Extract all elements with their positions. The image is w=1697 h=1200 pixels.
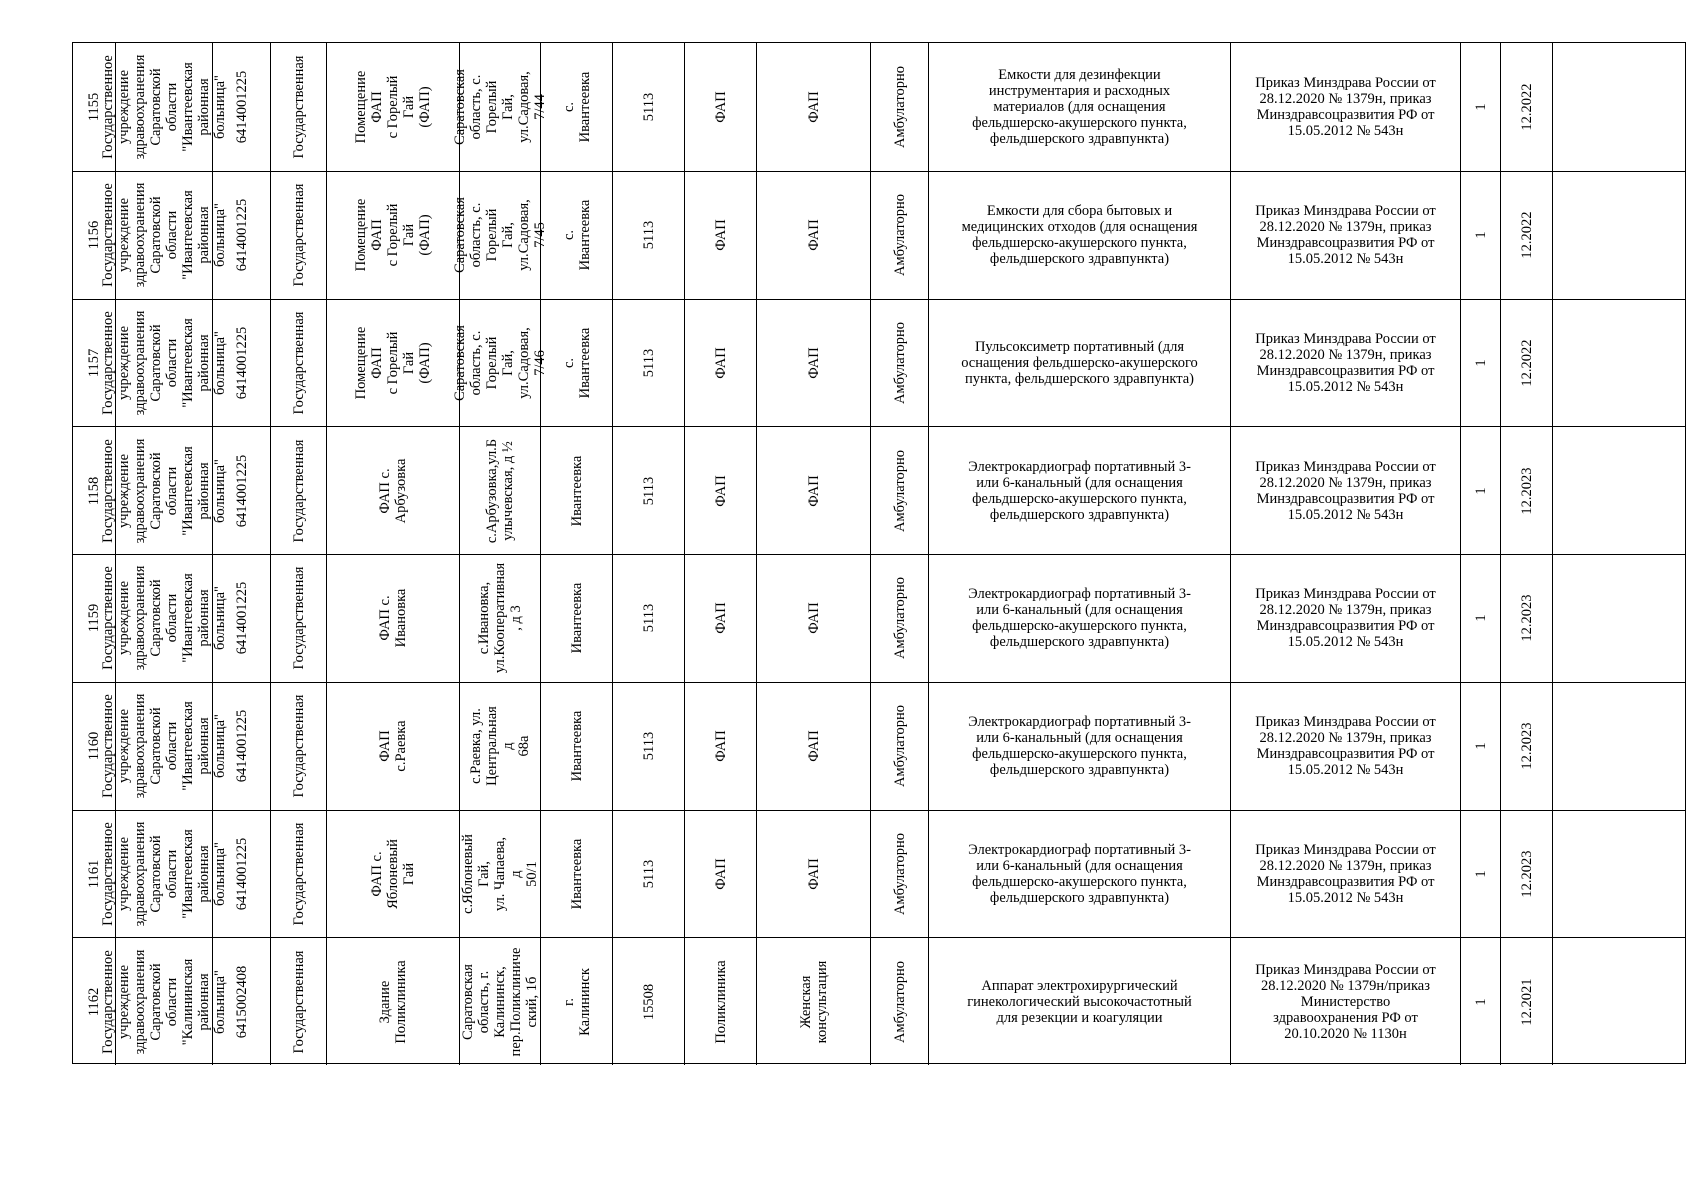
cell-text-building: Помещение ФАП с Горелый Гай (ФАП) xyxy=(353,326,433,400)
cell-text-order: Приказ Минздрава России от 28.12.2020 № 1379н, приказ Минздравсоцразвития РФ от 15.05.2012 № 543н xyxy=(1255,74,1436,139)
cell-text-code: 5113 xyxy=(640,476,657,505)
cell-text-form: Государственная xyxy=(290,311,307,415)
cell-text-equipment: Электрокардиограф портативный 3- или 6-канальный (для оснащения фельдшерско-акушерского пункта, фельдшерского здравпункта) xyxy=(968,458,1191,523)
cell-text-org: Государственное учреждение здравоохранения Саратовской области "Ивантеевская районная больница" xyxy=(100,438,228,543)
cell-code xyxy=(612,300,684,427)
cell-address xyxy=(459,555,540,682)
table-row xyxy=(73,810,1685,938)
cell-text-type: ФАП xyxy=(712,219,729,251)
cell-text-qty: 1 xyxy=(1472,487,1489,495)
cell-text-org: Государственное учреждение здравоохранения Саратовской области "Ивантеевская районная больница" xyxy=(100,566,228,671)
cell-text-num: 1159 xyxy=(86,604,102,633)
cell-address xyxy=(452,43,548,171)
cell-locality xyxy=(540,555,612,682)
cell-text-locality: Ивантеевка xyxy=(568,838,585,910)
cell-blank xyxy=(1552,172,1687,299)
cell-text-locality: Ивантеевка xyxy=(568,455,585,526)
cell-code xyxy=(612,683,684,810)
cell-text-type: Поликлиника xyxy=(712,959,729,1044)
cell-text-order: Приказ Минздрава России от 28.12.2020 № 1379н, приказ Минздравсоцразвития РФ от 15.05.2012 № 543н xyxy=(1255,714,1436,779)
cell-text-form: Государственная xyxy=(290,950,307,1054)
cell-code xyxy=(612,811,684,938)
cell-text-mode: Амбулаторно xyxy=(891,960,908,1043)
cell-inn xyxy=(212,938,270,1065)
cell-unit xyxy=(756,43,870,171)
cell-text-date: 12.2022 xyxy=(1518,211,1535,259)
cell-text-inn: 6414001225 xyxy=(233,326,250,400)
cell-text-unit: ФАП xyxy=(805,858,822,890)
cell-date xyxy=(1500,938,1552,1065)
cell-inn xyxy=(212,555,270,682)
cell-text-unit: Женская консультация xyxy=(797,960,830,1043)
cell-org xyxy=(100,555,228,682)
cell-qty xyxy=(1460,555,1500,682)
cell-text-order: Приказ Минздрава России от 28.12.2020 № 1379н/приказ Министерство здравоохранения РФ от 20.10.2020 № 1130н xyxy=(1255,961,1436,1042)
cell-blank xyxy=(1552,427,1687,554)
cell-text-building: ФАП с.Раевка xyxy=(377,720,409,772)
cell-text-num: 1158 xyxy=(86,476,102,505)
cell-text-org: Государственное учреждение здравоохранения Саратовской области "Калининская районная больница" xyxy=(100,949,228,1054)
cell-text-type: ФАП xyxy=(712,91,729,123)
cell-type xyxy=(684,938,756,1065)
cell-date xyxy=(1500,683,1552,810)
cell-code xyxy=(612,43,684,171)
table-row xyxy=(73,299,1685,427)
cell-building xyxy=(326,811,459,938)
cell-text-form: Государственная xyxy=(290,566,307,670)
cell-org xyxy=(100,43,228,171)
cell-locality xyxy=(540,300,612,427)
cell-date xyxy=(1500,811,1552,938)
cell-text-code: 5113 xyxy=(640,604,657,633)
cell-unit xyxy=(756,811,870,938)
cell-text-date: 12.2023 xyxy=(1518,594,1535,642)
cell-text-mode: Амбулаторно xyxy=(891,194,908,277)
table-row xyxy=(73,554,1685,682)
cell-text-code: 15508 xyxy=(640,983,657,1020)
cell-form xyxy=(270,683,326,810)
cell-text-unit: ФАП xyxy=(805,474,822,507)
cell-date xyxy=(1500,555,1552,682)
cell-text-unit: ФАП xyxy=(805,347,822,379)
cell-text-date: 12.2021 xyxy=(1518,978,1535,1026)
cell-text-mode: Амбулаторно xyxy=(891,577,908,660)
cell-org xyxy=(100,172,228,299)
cell-inn xyxy=(212,811,270,938)
cell-text-qty: 1 xyxy=(1472,359,1489,367)
cell-qty xyxy=(1460,811,1500,938)
cell-unit xyxy=(756,300,870,427)
cell-text-locality: с. Ивантеевка xyxy=(560,71,593,143)
cell-text-type: ФАП xyxy=(712,858,729,890)
cell-text-order: Приказ Минздрава России от 28.12.2020 № 1379н, приказ Минздравсоцразвития РФ от 15.05.2012 № 543н xyxy=(1255,203,1436,268)
cell-text-inn: 6414001225 xyxy=(233,709,250,783)
cell-type xyxy=(684,300,756,427)
cell-building xyxy=(326,938,459,1065)
cell-form xyxy=(270,172,326,299)
cell-text-inn: 6414001225 xyxy=(233,837,250,911)
cell-text-building: Помещение ФАП с Горелый Гай (ФАП) xyxy=(353,70,433,144)
cell-text-qty: 1 xyxy=(1472,870,1489,878)
cell-building xyxy=(326,43,459,171)
cell-unit xyxy=(756,172,870,299)
cell-type xyxy=(684,683,756,810)
cell-text-qty: 1 xyxy=(1472,998,1489,1006)
table-row xyxy=(73,171,1685,299)
cell-text-address: с.Яблоневый Гай, ул. Чапаева, д 50/1 xyxy=(460,833,540,914)
cell-inn xyxy=(212,683,270,810)
cell-text-inn: 6414001225 xyxy=(233,454,250,527)
cell-text-mode: Амбулаторно xyxy=(891,705,908,788)
cell-address xyxy=(459,683,540,810)
cell-blank xyxy=(1552,300,1687,427)
cell-text-org: Государственное учреждение здравоохранения Саратовской области "Ивантеевская районная больница" xyxy=(100,821,228,927)
cell-form xyxy=(270,811,326,938)
cell-org xyxy=(100,427,228,554)
cell-text-date: 12.2023 xyxy=(1518,850,1535,898)
cell-text-type: ФАП xyxy=(712,474,729,507)
cell-text-qty: 1 xyxy=(1472,231,1489,239)
cell-text-org: Государственное учреждение здравоохранения Саратовской области "Ивантеевская районная больница" xyxy=(100,310,228,416)
cell-order xyxy=(1230,427,1460,554)
cell-equipment xyxy=(928,172,1230,299)
cell-equipment xyxy=(928,555,1230,682)
cell-inn xyxy=(212,300,270,427)
cell-text-inn: 6414001225 xyxy=(233,582,250,655)
cell-locality xyxy=(540,427,612,554)
cell-text-mode: Амбулаторно xyxy=(891,321,908,404)
cell-mode xyxy=(870,938,928,1065)
cell-order xyxy=(1230,300,1460,427)
cell-equipment xyxy=(928,300,1230,427)
cell-text-qty: 1 xyxy=(1472,742,1489,750)
cell-text-order: Приказ Минздрава России от 28.12.2020 № 1379н, приказ Минздравсоцразвития РФ от 15.05.2012 № 543н xyxy=(1255,458,1436,523)
cell-text-qty: 1 xyxy=(1472,614,1489,622)
cell-blank xyxy=(1552,683,1687,810)
cell-text-building: Помещение ФАП с Горелый Гай (ФАП) xyxy=(353,198,433,272)
cell-text-org: Государственное учреждение здравоохранения Саратовской области "Ивантеевская районная больница" xyxy=(100,54,228,160)
cell-text-equipment: Аппарат электрохирургический гинекологический высокочастотный для резекции и коагуляции xyxy=(967,977,1192,1026)
cell-form xyxy=(270,427,326,554)
table-row xyxy=(73,426,1685,554)
cell-text-form: Государственная xyxy=(290,183,307,287)
cell-locality xyxy=(540,172,612,299)
cell-text-code: 5113 xyxy=(640,731,657,761)
cell-text-date: 12.2023 xyxy=(1518,467,1535,515)
cell-text-code: 5113 xyxy=(640,220,657,250)
cell-qty xyxy=(1460,300,1500,427)
cell-text-unit: ФАП xyxy=(805,602,822,635)
cell-text-locality: с. Ивантеевка xyxy=(560,327,593,399)
cell-mode xyxy=(870,172,928,299)
cell-locality xyxy=(540,811,612,938)
cell-qty xyxy=(1460,683,1500,810)
cell-text-code: 5113 xyxy=(640,859,657,889)
cell-org xyxy=(100,938,228,1065)
cell-type xyxy=(684,172,756,299)
cell-text-building: Здание Поликлиника xyxy=(377,959,409,1044)
cell-locality xyxy=(540,43,612,171)
cell-text-order: Приказ Минздрава России от 28.12.2020 № 1379н, приказ Минздравсоцразвития РФ от 15.05.2012 № 543н xyxy=(1255,330,1436,395)
cell-code xyxy=(612,938,684,1065)
cell-inn xyxy=(212,43,270,171)
cell-text-unit: ФАП xyxy=(805,91,822,123)
cell-qty xyxy=(1460,43,1500,171)
cell-text-form: Государственная xyxy=(290,822,307,926)
cell-blank xyxy=(1552,811,1687,938)
cell-inn xyxy=(212,427,270,554)
cell-text-order: Приказ Минздрава России от 28.12.2020 № 1379н, приказ Минздравсоцразвития РФ от 15.05.2012 № 543н xyxy=(1255,841,1436,906)
cell-text-date: 12.2023 xyxy=(1518,722,1535,770)
cell-address xyxy=(452,300,548,427)
cell-form xyxy=(270,300,326,427)
cell-text-form: Государственная xyxy=(290,694,307,798)
cell-text-equipment: Емкости для сбора бытовых и медицинских отходов (для оснащения фельдшерско-акушерского пункта, фельдшерского здравпункта) xyxy=(961,203,1198,268)
cell-mode xyxy=(870,555,928,682)
cell-form xyxy=(270,555,326,682)
cell-text-equipment: Электрокардиограф портативный 3- или 6-канальный (для оснащения фельдшерско-акушерского пункта, фельдшерского здравпункта) xyxy=(968,841,1191,906)
cell-text-qty: 1 xyxy=(1472,103,1489,111)
document-table xyxy=(72,42,1686,1064)
cell-text-address: Саратовская область, г. Калининск, пер.Поликлиниче ский, 1б xyxy=(460,947,540,1057)
cell-blank xyxy=(1552,43,1687,171)
cell-code xyxy=(612,427,684,554)
cell-equipment xyxy=(928,427,1230,554)
cell-text-locality: с. Ивантеевка xyxy=(560,199,593,271)
cell-text-mode: Амбулаторно xyxy=(891,832,908,915)
cell-text-address: Саратовская область, с. Горелый Гай, ул.Садовая, 7/45 xyxy=(452,197,548,274)
cell-text-inn: 6414001225 xyxy=(233,70,250,144)
cell-text-num: 1157 xyxy=(86,348,102,378)
cell-text-building: ФАП с. Арбузовка xyxy=(377,458,409,524)
cell-text-building: ФАП с. Ивановка xyxy=(377,589,409,648)
cell-text-inn: 6415002408 xyxy=(233,965,250,1038)
cell-text-date: 12.2022 xyxy=(1518,339,1535,387)
cell-type xyxy=(684,43,756,171)
cell-text-building: ФАП с. Яблоневый Гай xyxy=(369,839,417,909)
cell-text-date: 12.2022 xyxy=(1518,83,1535,131)
cell-form xyxy=(270,938,326,1065)
cell-org xyxy=(100,811,228,938)
cell-text-inn: 6414001225 xyxy=(233,198,250,272)
cell-text-order: Приказ Минздрава России от 28.12.2020 № 1379н, приказ Минздравсоцразвития РФ от 15.05.2012 № 543н xyxy=(1255,586,1436,651)
table-row xyxy=(73,937,1685,1065)
cell-text-form: Государственная xyxy=(290,55,307,159)
cell-address xyxy=(452,172,548,299)
cell-org xyxy=(100,683,228,810)
cell-type xyxy=(684,811,756,938)
cell-building xyxy=(326,172,459,299)
cell-text-code: 5113 xyxy=(640,92,657,122)
cell-order xyxy=(1230,43,1460,171)
cell-qty xyxy=(1460,427,1500,554)
cell-text-type: ФАП xyxy=(712,602,729,635)
cell-order xyxy=(1230,938,1460,1065)
cell-qty xyxy=(1460,172,1500,299)
cell-mode xyxy=(870,427,928,554)
cell-type xyxy=(684,555,756,682)
cell-address xyxy=(459,427,540,554)
cell-text-num: 1162 xyxy=(86,987,102,1016)
cell-text-form: Государственная xyxy=(290,439,307,543)
cell-building xyxy=(326,683,459,810)
cell-code xyxy=(612,172,684,299)
cell-text-type: ФАП xyxy=(712,347,729,379)
cell-equipment xyxy=(928,938,1230,1065)
cell-building xyxy=(326,555,459,682)
cell-form xyxy=(270,43,326,171)
cell-date xyxy=(1500,427,1552,554)
cell-date xyxy=(1500,43,1552,171)
cell-org xyxy=(100,300,228,427)
cell-locality xyxy=(540,938,612,1065)
cell-text-equipment: Пульсоксиметр портативный (для оснащения фельдшерско-акушерского пункта, фельдшерского здравпункта) xyxy=(961,338,1198,387)
cell-text-address: Саратовская область, с. Горелый Гай, ул.Садовая, 7/44 xyxy=(452,68,548,145)
cell-mode xyxy=(870,43,928,171)
cell-unit xyxy=(756,555,870,682)
cell-text-num: 1155 xyxy=(86,92,102,122)
cell-text-type: ФАП xyxy=(712,730,729,762)
cell-text-org: Государственное учреждение здравоохранения Саратовской области "Ивантеевская районная больница" xyxy=(100,693,228,799)
cell-building xyxy=(326,427,459,554)
cell-text-num: 1160 xyxy=(86,731,102,761)
cell-text-address: с.Арбузовка,ул.Б улычевская, д ½ xyxy=(484,438,516,543)
cell-order xyxy=(1230,811,1460,938)
cell-blank xyxy=(1552,938,1687,1065)
cell-blank xyxy=(1552,555,1687,682)
cell-mode xyxy=(870,300,928,427)
cell-text-unit: ФАП xyxy=(805,219,822,251)
cell-text-equipment: Электрокардиограф портативный 3- или 6-канальный (для оснащения фельдшерско-акушерского пункта, фельдшерского здравпункта) xyxy=(968,586,1191,651)
table-row xyxy=(73,43,1685,171)
cell-building xyxy=(326,300,459,427)
cell-text-mode: Амбулаторно xyxy=(891,449,908,532)
cell-inn xyxy=(212,172,270,299)
cell-unit xyxy=(756,683,870,810)
cell-address xyxy=(459,938,540,1065)
cell-code xyxy=(612,555,684,682)
cell-text-equipment: Емкости для дезинфекции инструментария и расходных материалов (для оснащения фельдшерско-акушерского пункта, фельдшерского здравпункта) xyxy=(972,66,1187,147)
cell-mode xyxy=(870,811,928,938)
cell-text-num: 1161 xyxy=(86,859,102,889)
table-row xyxy=(73,682,1685,810)
cell-text-locality: Ивантеевка xyxy=(568,710,585,782)
cell-text-num: 1156 xyxy=(86,220,102,250)
cell-unit xyxy=(756,938,870,1065)
cell-order xyxy=(1230,683,1460,810)
cell-text-equipment: Электрокардиограф портативный 3- или 6-канальный (для оснащения фельдшерско-акушерского пункта, фельдшерского здравпункта) xyxy=(968,714,1191,779)
cell-text-org: Государственное учреждение здравоохранения Саратовской области "Ивантеевская районная больница" xyxy=(100,182,228,288)
cell-type xyxy=(684,427,756,554)
cell-equipment xyxy=(928,43,1230,171)
cell-text-code: 5113 xyxy=(640,348,657,378)
cell-text-address: с.Ивановка, ул.Кооперативная , д 3 xyxy=(476,563,524,674)
cell-order xyxy=(1230,555,1460,682)
cell-equipment xyxy=(928,811,1230,938)
cell-date xyxy=(1500,300,1552,427)
cell-locality xyxy=(540,683,612,810)
cell-qty xyxy=(1460,938,1500,1065)
cell-text-unit: ФАП xyxy=(805,730,822,762)
cell-text-address: Саратовская область, с. Горелый Гай, ул.Садовая, 7/46 xyxy=(452,324,548,401)
cell-equipment xyxy=(928,683,1230,810)
cell-text-locality: г. Калининск xyxy=(560,967,593,1036)
cell-text-address: с.Раевка, ул. Центральная д 68а xyxy=(468,706,532,786)
cell-unit xyxy=(756,427,870,554)
cell-date xyxy=(1500,172,1552,299)
cell-mode xyxy=(870,683,928,810)
cell-order xyxy=(1230,172,1460,299)
cell-address xyxy=(459,811,540,938)
cell-text-locality: Ивантеевка xyxy=(568,583,585,654)
cell-text-mode: Амбулаторно xyxy=(891,65,908,148)
